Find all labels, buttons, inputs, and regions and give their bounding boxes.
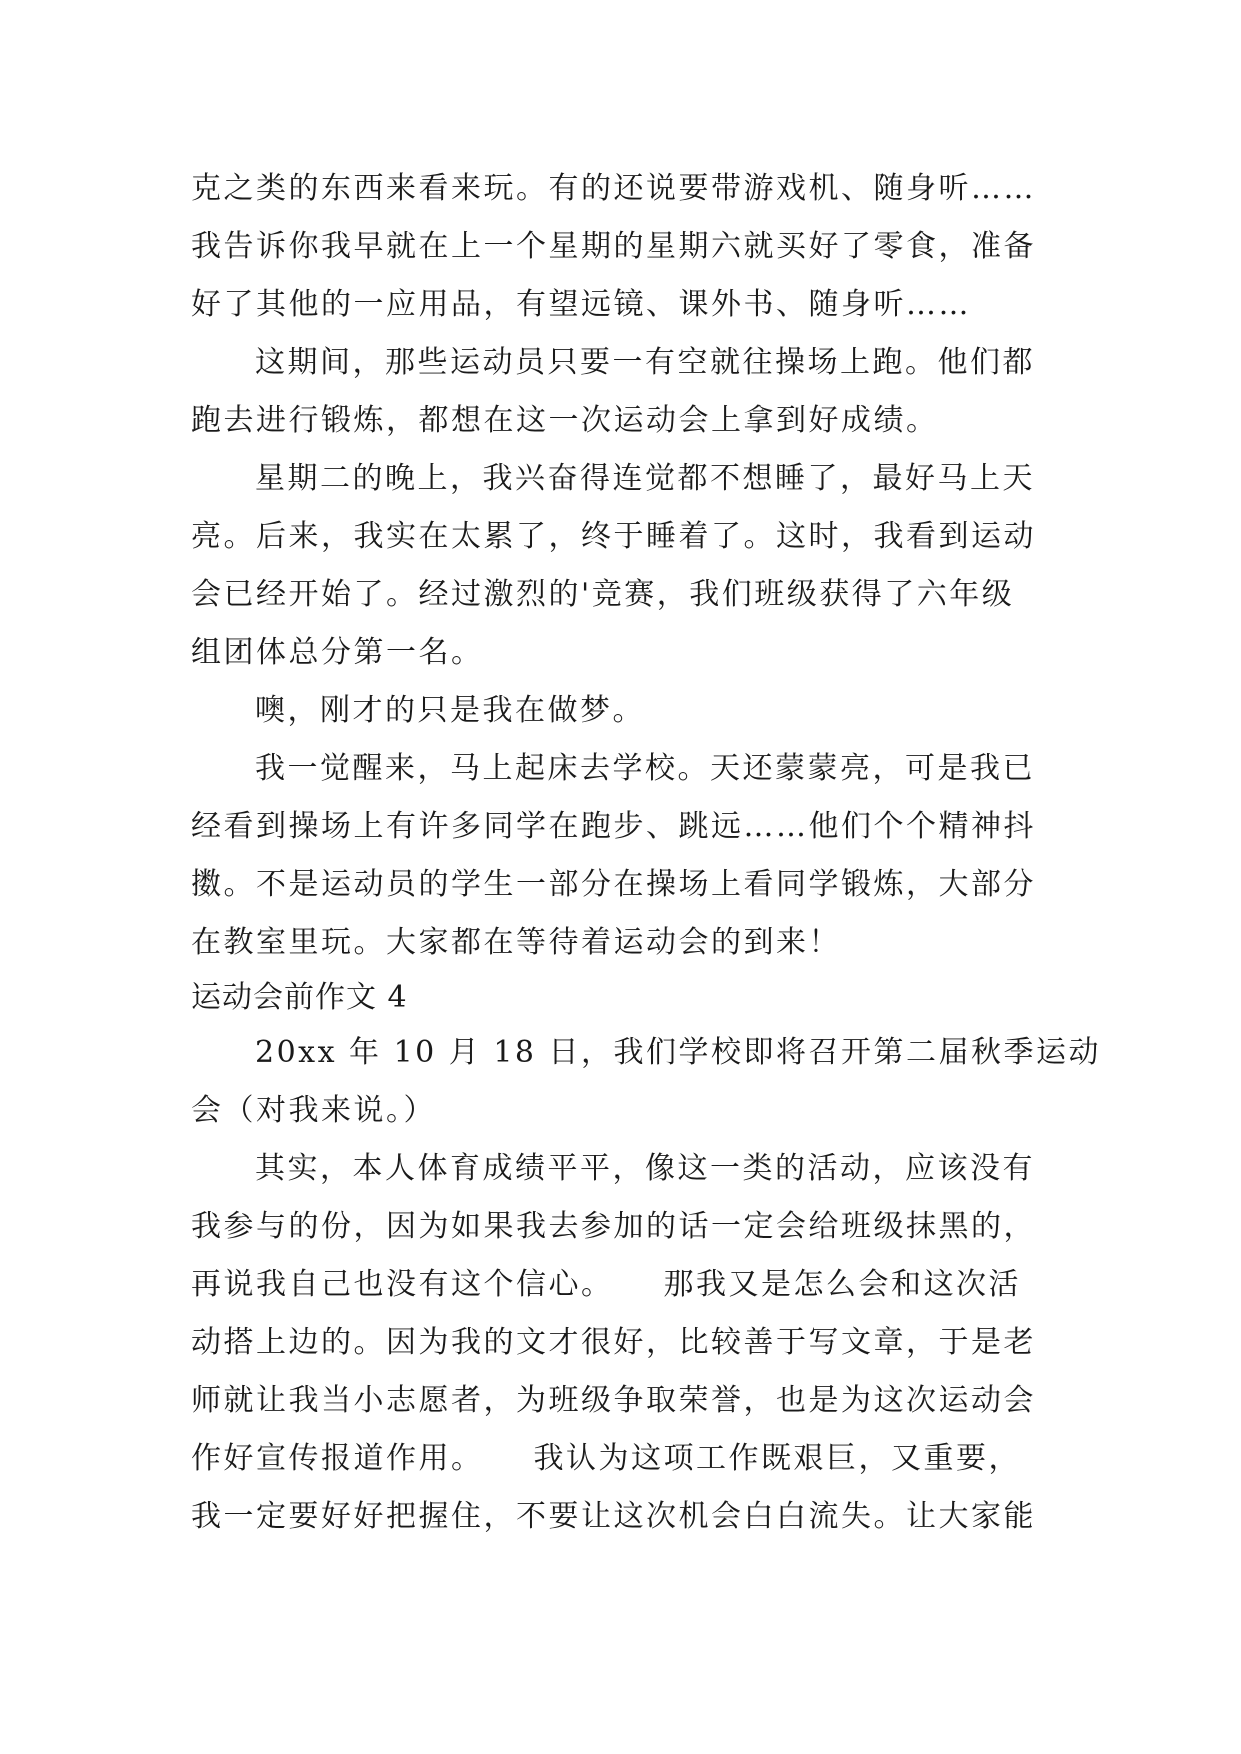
text-line: 亮。后来，我实在太累了，终于睡着了。这时，我看到运动 [191,519,1036,554]
text-line: 会已经开始了。经过激烈的'竞赛，我们班级获得了六年级 [191,577,1015,612]
text-line: 我告诉你我早就在上一个星期的星期六就买好了零食，准备 [191,229,1036,264]
paragraph-start-line: 星期二的晚上，我兴奋得连觉都不想睡了，最好马上天 [255,461,1035,496]
text-line: 再说我自己也没有这个信心。 那我又是怎么会和这次活 [191,1267,1021,1302]
text-line: 我参与的份，因为如果我去参加的话一定会给班级抹黑的， [191,1209,1036,1244]
text-line: 擞。不是运动员的学生一部分在操场上看同学锻炼，大部分 [191,867,1036,902]
paragraph-start-line: 其实，本人体育成绩平平，像这一类的活动，应该没有 [255,1151,1035,1186]
text-line: 会（对我来说。） [191,1093,436,1128]
text-line: 克之类的东西来看来玩。有的还说要带游戏机、随身听…… [191,171,1036,206]
section-heading: 运动会前作文 4 [191,980,408,1015]
paragraph-start-line: 噢，刚才的只是我在做梦。 [255,693,645,728]
text-line: 我一定要好好把握住，不要让这次机会白白流失。让大家能 [191,1499,1036,1534]
text-line: 作好宣传报道作用。 我认为这项工作既艰巨，又重要， [191,1441,1021,1476]
text-line: 好了其他的一应用品，有望远镜、课外书、随身听…… [191,287,971,322]
text-line: 经看到操场上有许多同学在跑步、跳远……他们个个精神抖 [191,809,1036,844]
text-line: 在教室里玩。大家都在等待着运动会的到来！ [191,925,841,960]
paragraph-start-line: 这期间，那些运动员只要一有空就往操场上跑。他们都 [255,345,1035,380]
text-line: 动搭上边的。因为我的文才很好，比较善于写文章，于是老 [191,1325,1036,1360]
text-line: 组团体总分第一名。 [191,635,484,670]
document-body [191,160,1102,1546]
paragraph-start-line: 20xx 年 10 月 18 日，我们学校即将召开第二届秋季运动 [255,1035,1102,1070]
text-line: 师就让我当小志愿者，为班级争取荣誉，也是为这次运动会 [191,1383,1036,1418]
paragraph-start-line: 我一觉醒来，马上起床去学校。天还蒙蒙亮，可是我已 [255,751,1035,786]
text-line: 跑去进行锻炼，都想在这一次运动会上拿到好成绩。 [191,403,939,438]
